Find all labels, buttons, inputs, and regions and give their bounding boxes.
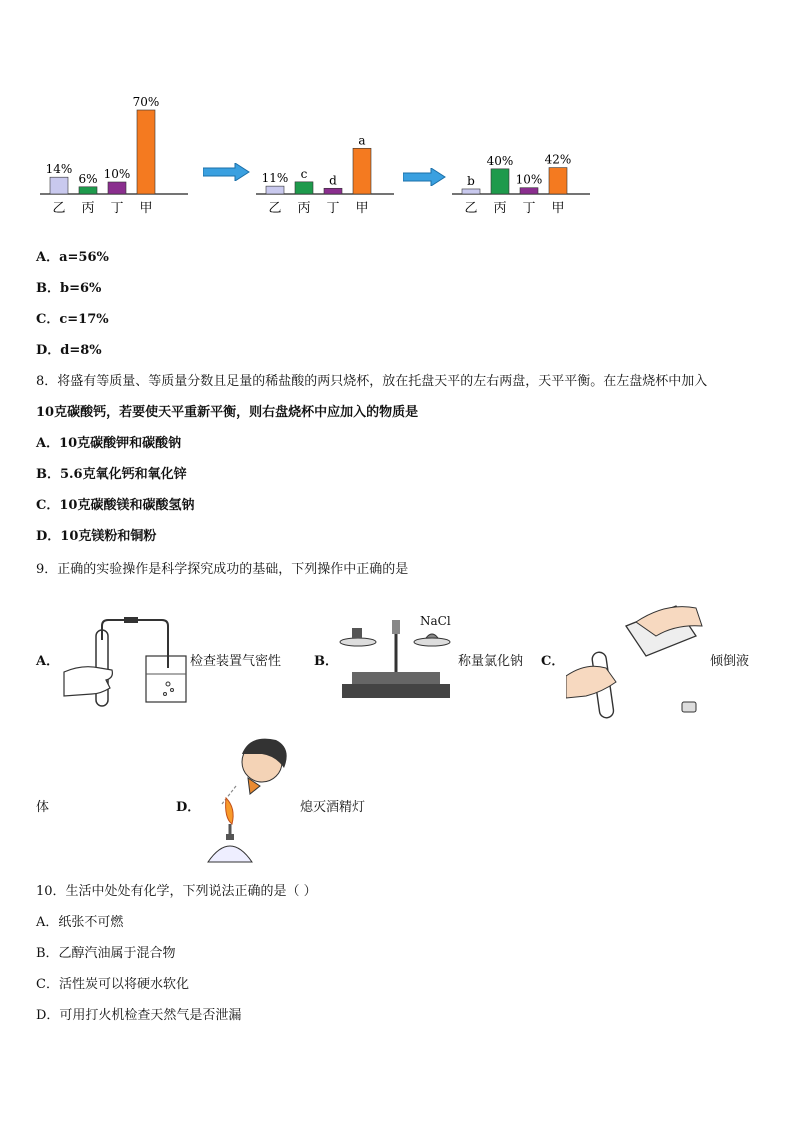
data-label: 14% bbox=[45, 162, 73, 177]
data-label: 6% bbox=[78, 171, 98, 186]
q8-stem-line1: 8．将盛有等质量、等质量分数且足量的稀盐酸的两只烧杯，放在托盘天平的左右两盘，天平平衡。在左盘烧杯中加入 bbox=[36, 374, 708, 389]
bar-丙 bbox=[79, 187, 97, 194]
category-label: 丙 bbox=[297, 201, 311, 216]
data-label: 10% bbox=[515, 172, 543, 187]
q10-option-a: A．纸张不可燃 bbox=[36, 915, 124, 930]
bar-乙 bbox=[462, 189, 480, 194]
data-label: a bbox=[358, 133, 366, 148]
data-label: 11% bbox=[261, 171, 289, 186]
q10-option-b: B．乙醇汽油属于混合物 bbox=[36, 946, 176, 961]
blow-out-lamp-illustration bbox=[200, 734, 296, 870]
category-label: 丁 bbox=[110, 201, 124, 216]
q9-option-d-caption: 熄灭酒精灯 bbox=[300, 800, 366, 815]
category-label: 甲 bbox=[551, 201, 565, 216]
gas-tightness-check-illustration bbox=[62, 612, 187, 707]
q9-option-c-caption-cont: 体 bbox=[36, 800, 50, 815]
q7-option-c: C．c=17% bbox=[36, 312, 109, 327]
category-label: 丁 bbox=[522, 201, 536, 216]
q8-option-b: B．5.6克氧化钙和氧化锌 bbox=[36, 467, 187, 482]
q8-option-a: A．10克碳酸钾和碳酸钠 bbox=[36, 436, 182, 451]
bar-乙 bbox=[50, 177, 68, 194]
bar-乙 bbox=[266, 186, 284, 194]
bar-chart-3 bbox=[452, 130, 592, 220]
bar-chart-1 bbox=[40, 90, 190, 220]
q8-option-c: C．10克碳酸镁和碳酸氢钠 bbox=[36, 498, 195, 513]
category-label: 甲 bbox=[139, 201, 153, 216]
data-label: c bbox=[300, 166, 308, 181]
data-label: b bbox=[467, 173, 475, 188]
q9-option-b-label: B． bbox=[314, 654, 338, 669]
bar-丁 bbox=[324, 188, 342, 194]
q8-stem-line2: 10克碳酸钙，若要使天平重新平衡，则右盘烧杯中应加入的物质是 bbox=[36, 405, 419, 420]
pour-liquid-illustration bbox=[566, 596, 706, 721]
bar-丙 bbox=[295, 182, 313, 194]
q9-option-d-label: D． bbox=[176, 800, 201, 815]
arrow-icon bbox=[403, 168, 447, 186]
nacl-tag: NaCl bbox=[420, 614, 451, 628]
bar-丙 bbox=[491, 169, 509, 194]
q10-option-d: D．可用打火机检查天然气是否泄漏 bbox=[36, 1008, 242, 1023]
category-label: 甲 bbox=[355, 201, 369, 216]
q8-option-d: D．10克镁粉和铜粉 bbox=[36, 529, 157, 544]
category-label: 乙 bbox=[268, 201, 282, 216]
bar-甲 bbox=[137, 110, 155, 194]
q9-stem: 9．正确的实验操作是科学探究成功的基础，下列操作中正确的是 bbox=[36, 562, 409, 577]
q9-option-b-caption: 称量氯化钠 bbox=[458, 654, 524, 669]
q9-option-c-label: C． bbox=[541, 654, 565, 669]
data-label: 10% bbox=[103, 167, 131, 181]
bar-丁 bbox=[108, 182, 126, 194]
bar-甲 bbox=[353, 148, 371, 194]
q7-option-d: D．d=8% bbox=[36, 343, 102, 358]
bar-丁 bbox=[520, 188, 538, 194]
category-label: 丙 bbox=[493, 201, 507, 216]
q10-stem: 10．生活中处处有化学，下列说法正确的是（ ） bbox=[36, 884, 317, 899]
q9-option-c-caption: 倾倒液 bbox=[710, 654, 750, 669]
q7-option-a: A．a=56% bbox=[36, 250, 109, 265]
bar-chart-2 bbox=[256, 124, 396, 220]
category-label: 乙 bbox=[464, 201, 478, 216]
data-label: 40% bbox=[486, 153, 514, 168]
category-label: 丙 bbox=[81, 201, 95, 216]
q10-option-c: C．活性炭可以将硬水软化 bbox=[36, 977, 189, 992]
arrow-icon bbox=[203, 163, 251, 181]
bar-甲 bbox=[549, 168, 567, 194]
q7-option-b: B．b=6% bbox=[36, 281, 102, 296]
q9-option-a-label: A． bbox=[36, 654, 60, 669]
category-label: 丁 bbox=[326, 201, 340, 216]
data-label: 70% bbox=[132, 95, 160, 109]
data-label: 42% bbox=[544, 152, 572, 167]
category-label: 乙 bbox=[52, 201, 66, 216]
q9-option-a-caption: 检查装置气密性 bbox=[190, 654, 282, 669]
data-label: d bbox=[329, 173, 337, 188]
